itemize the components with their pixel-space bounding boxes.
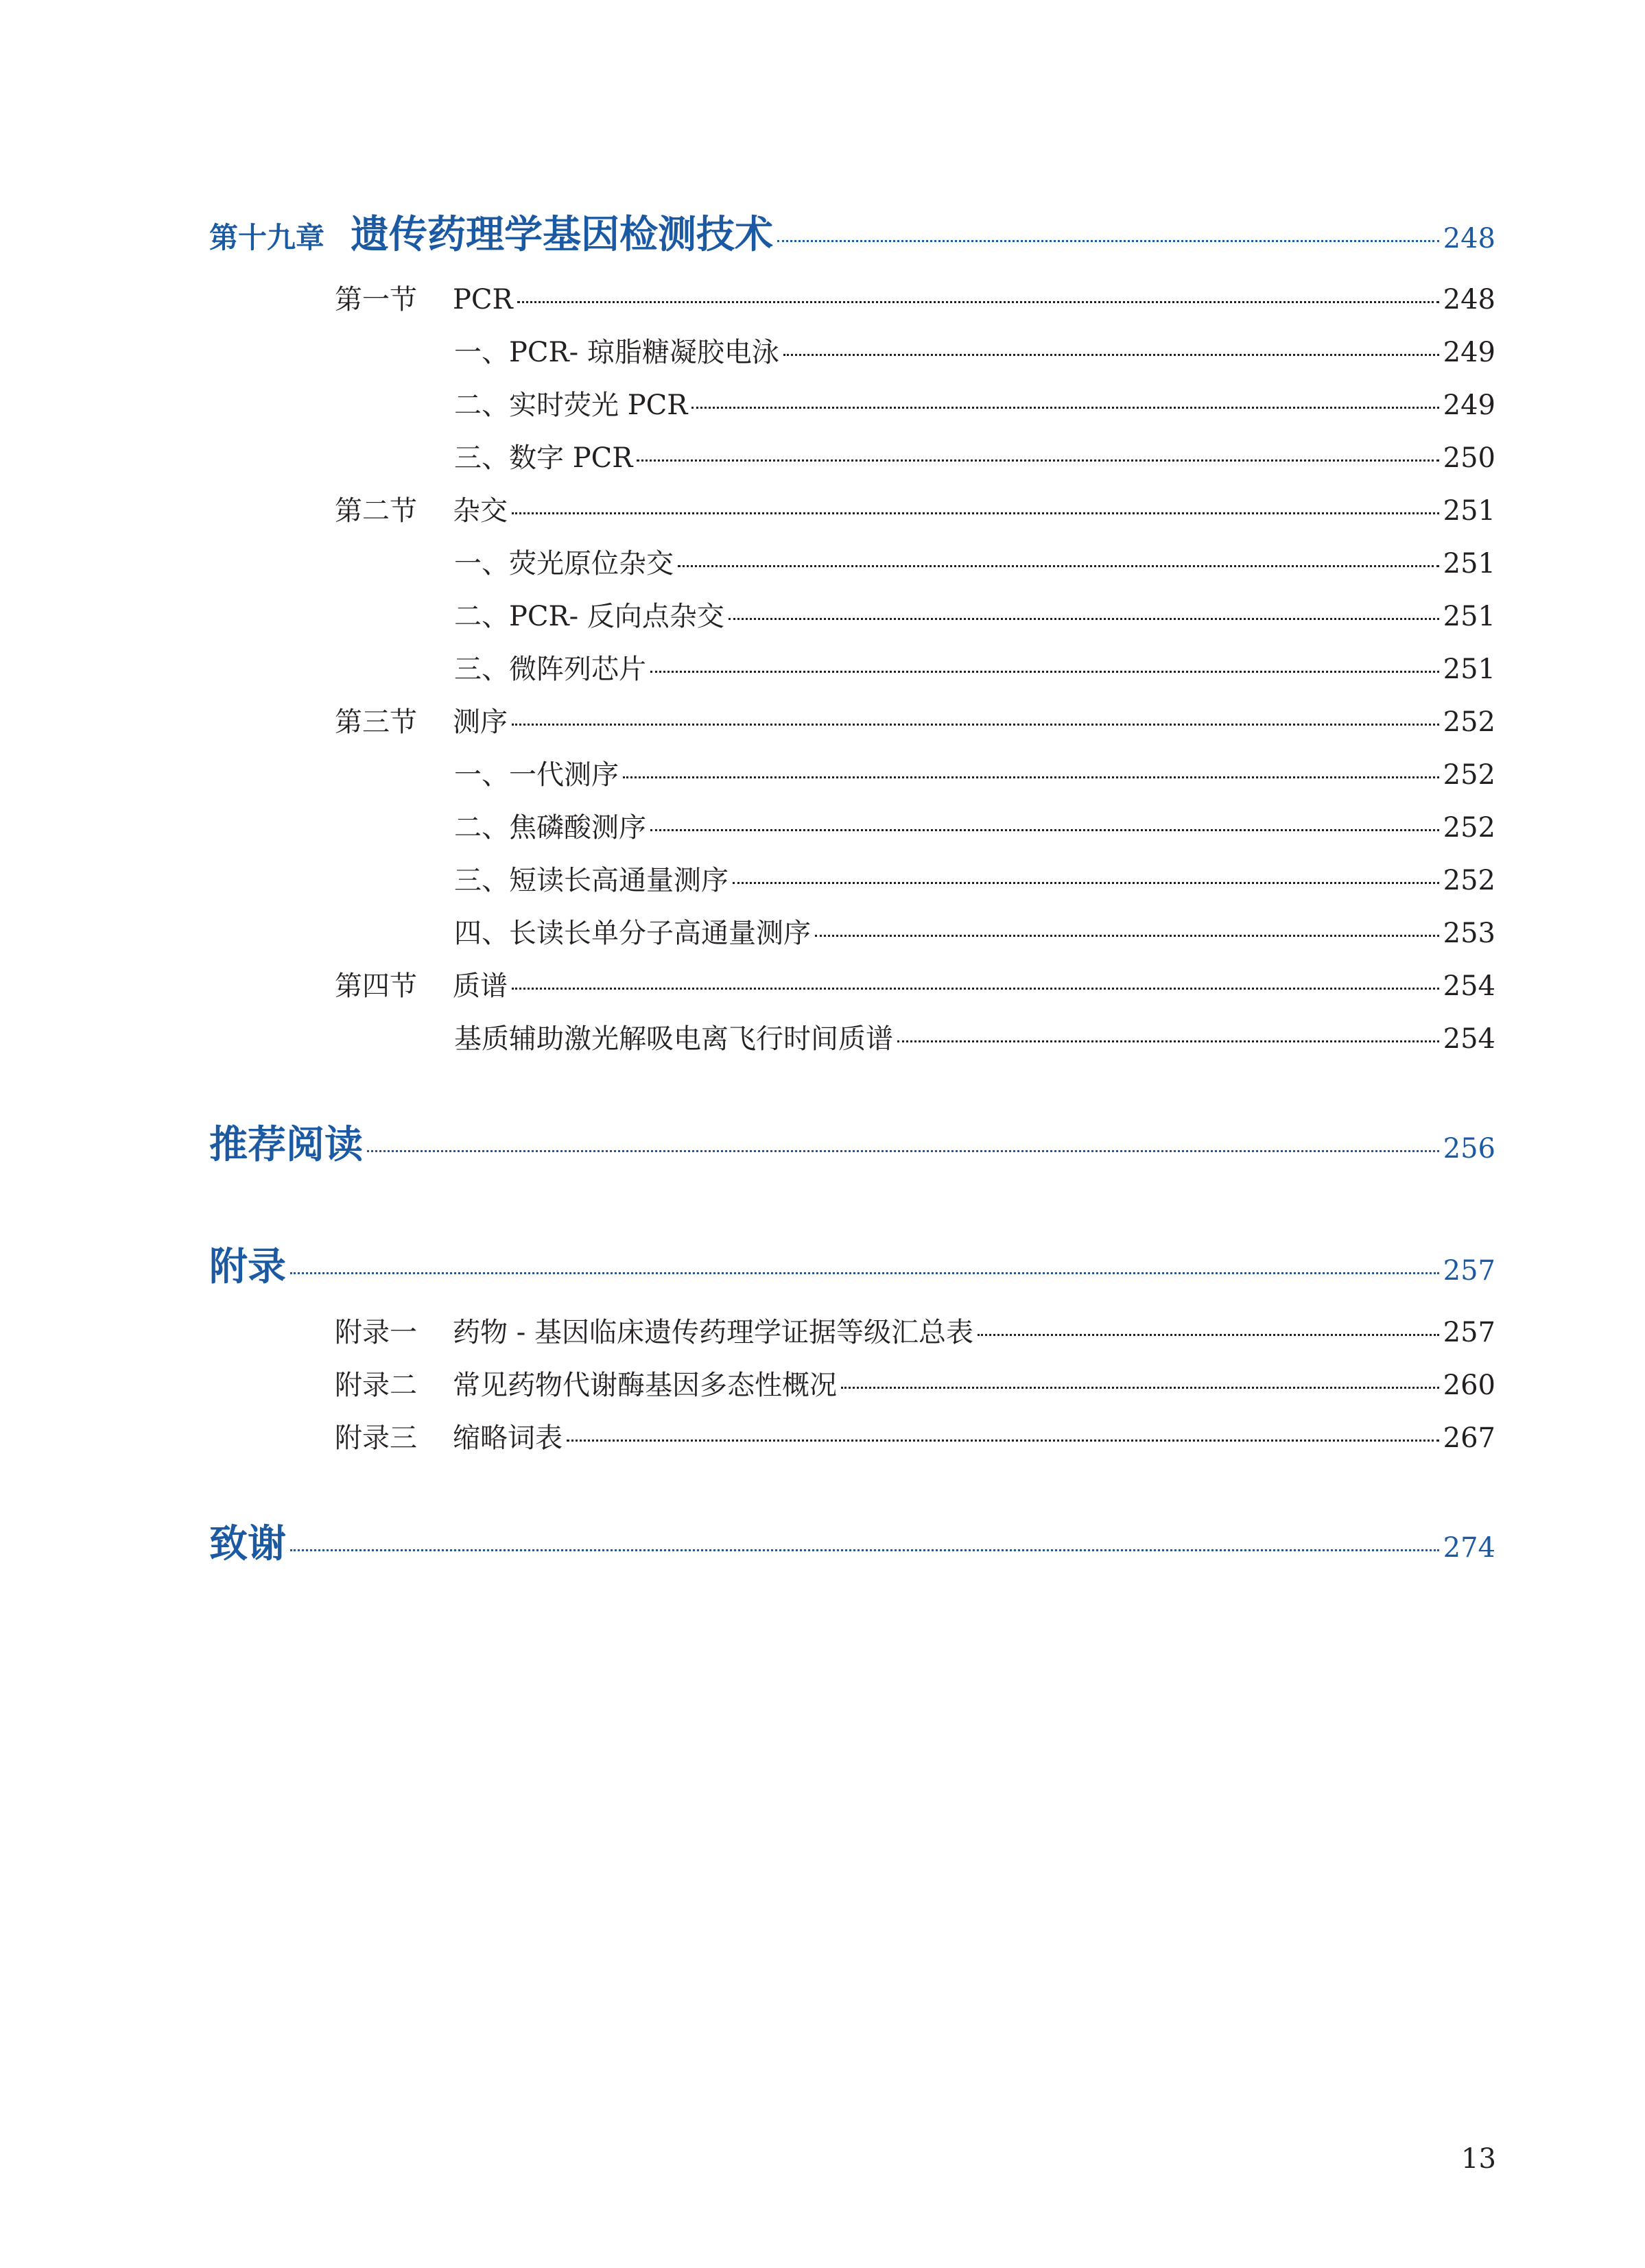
subsection-page: 254 xyxy=(1443,1023,1495,1055)
subsection-page: 252 xyxy=(1443,865,1495,896)
toc-subsection[interactable] xyxy=(454,436,1495,475)
subsection-title: 二、实时荧光 PCR xyxy=(454,390,688,421)
section-label: 第四节 xyxy=(335,970,417,1002)
subsection-title: 三、数字 PCR xyxy=(454,442,633,474)
dot-leader xyxy=(650,829,1439,831)
subsection-title: 一、一代测序 xyxy=(454,759,619,791)
subsection-title: 一、荧光原位杂交 xyxy=(454,548,674,580)
dot-leader xyxy=(623,776,1439,778)
appendix-item-title: 缩略词表 xyxy=(453,1422,563,1454)
dot-leader xyxy=(783,354,1439,356)
dot-leader xyxy=(650,671,1439,673)
dot-leader xyxy=(733,882,1439,884)
appendix-item-label: 附录一 xyxy=(335,1317,417,1348)
subsection-title: 基质辅助激光解吸电离飞行时间质谱 xyxy=(454,1023,893,1055)
chapter-title: 遗传药理学基因检测技术 xyxy=(351,212,774,257)
toc-subsection[interactable] xyxy=(454,595,1495,634)
toc-section-4[interactable] xyxy=(335,964,1495,1003)
toc-subsection[interactable] xyxy=(454,806,1495,845)
appendix-item-title: 常见药物代谢酶基因多态性概况 xyxy=(453,1370,837,1401)
toc-subsection[interactable] xyxy=(454,911,1495,951)
dot-leader xyxy=(691,407,1439,409)
subsection-page: 251 xyxy=(1443,601,1495,632)
toc-subsection[interactable] xyxy=(454,542,1495,581)
toc-subsection[interactable] xyxy=(454,331,1495,370)
toc-appendix-item[interactable] xyxy=(335,1311,1495,1350)
subsection-page: 249 xyxy=(1443,337,1495,368)
dot-leader xyxy=(512,988,1439,990)
toc-recommended-reading[interactable] xyxy=(209,1114,1495,1169)
dot-leader xyxy=(815,935,1439,937)
reading-page: 256 xyxy=(1443,1133,1495,1165)
subsection-title: 二、PCR- 反向点杂交 xyxy=(454,601,724,632)
toc-appendix-item[interactable] xyxy=(335,1416,1495,1455)
section-label: 第三节 xyxy=(335,706,417,738)
dot-leader xyxy=(567,1440,1439,1442)
thanks-page: 274 xyxy=(1443,1532,1495,1564)
toc-subsection[interactable] xyxy=(454,859,1495,898)
dot-leader xyxy=(367,1150,1439,1152)
page-number: 13 xyxy=(1461,2143,1496,2175)
appendix-item-label: 附录三 xyxy=(335,1422,417,1454)
subsection-title: 一、PCR- 琼脂糖凝胶电泳 xyxy=(454,337,779,368)
toc-appendix[interactable] xyxy=(209,1237,1495,1291)
dot-leader xyxy=(897,1040,1439,1042)
section-page: 254 xyxy=(1443,970,1495,1002)
chapter-label: 第十九章 xyxy=(209,221,325,254)
dot-leader xyxy=(729,618,1439,620)
section-label: 第一节 xyxy=(335,284,417,315)
appendix-item-page: 267 xyxy=(1443,1422,1495,1454)
chapter-page: 248 xyxy=(1443,223,1495,254)
section-page: 251 xyxy=(1443,495,1495,527)
section-page: 252 xyxy=(1443,706,1495,738)
subsection-page: 250 xyxy=(1443,442,1495,474)
appendix-item-title: 药物 - 基因临床遗传药理学证据等级汇总表 xyxy=(453,1317,973,1348)
dot-leader xyxy=(777,240,1439,242)
toc-section-3[interactable] xyxy=(335,700,1495,739)
toc-subsection[interactable] xyxy=(454,753,1495,792)
subsection-title: 二、焦磷酸测序 xyxy=(454,812,646,844)
toc-acknowledgements[interactable] xyxy=(209,1514,1495,1568)
appendix-item-page: 257 xyxy=(1443,1317,1495,1348)
dot-leader xyxy=(637,459,1439,462)
section-title: PCR xyxy=(453,284,513,315)
thanks-title: 致谢 xyxy=(209,1521,286,1566)
section-title: 杂交 xyxy=(453,495,508,527)
dot-leader xyxy=(512,724,1439,726)
subsection-page: 252 xyxy=(1443,812,1495,844)
subsection-page: 253 xyxy=(1443,918,1495,949)
appendix-title: 附录 xyxy=(209,1244,286,1289)
toc-chapter-19[interactable] xyxy=(209,204,1495,259)
section-title: 测序 xyxy=(453,706,508,738)
dot-leader xyxy=(290,1549,1439,1551)
toc-subsection[interactable] xyxy=(454,1017,1495,1056)
dot-leader xyxy=(841,1387,1439,1389)
subsection-page: 251 xyxy=(1443,548,1495,580)
toc-appendix-item[interactable] xyxy=(335,1363,1495,1402)
appendix-page: 257 xyxy=(1443,1255,1495,1287)
dot-leader xyxy=(678,565,1439,567)
dot-leader xyxy=(290,1272,1439,1274)
toc-subsection[interactable] xyxy=(454,647,1495,687)
toc-subsection[interactable] xyxy=(454,383,1495,422)
subsection-page: 252 xyxy=(1443,759,1495,791)
dot-leader xyxy=(517,301,1439,303)
dot-leader xyxy=(978,1334,1439,1336)
subsection-page: 251 xyxy=(1443,654,1495,685)
section-label: 第二节 xyxy=(335,495,417,527)
section-page: 248 xyxy=(1443,284,1495,315)
toc-section-2[interactable] xyxy=(335,489,1495,528)
subsection-title: 三、微阵列芯片 xyxy=(454,654,646,685)
dot-leader xyxy=(512,512,1439,514)
appendix-item-label: 附录二 xyxy=(335,1370,417,1401)
subsection-title: 三、短读长高通量测序 xyxy=(454,865,729,896)
subsection-page: 249 xyxy=(1443,390,1495,421)
appendix-item-page: 260 xyxy=(1443,1370,1495,1401)
toc-section-1[interactable] xyxy=(335,278,1495,317)
section-title: 质谱 xyxy=(453,970,508,1002)
reading-title: 推荐阅读 xyxy=(209,1122,363,1167)
subsection-title: 四、长读长单分子高通量测序 xyxy=(454,918,811,949)
